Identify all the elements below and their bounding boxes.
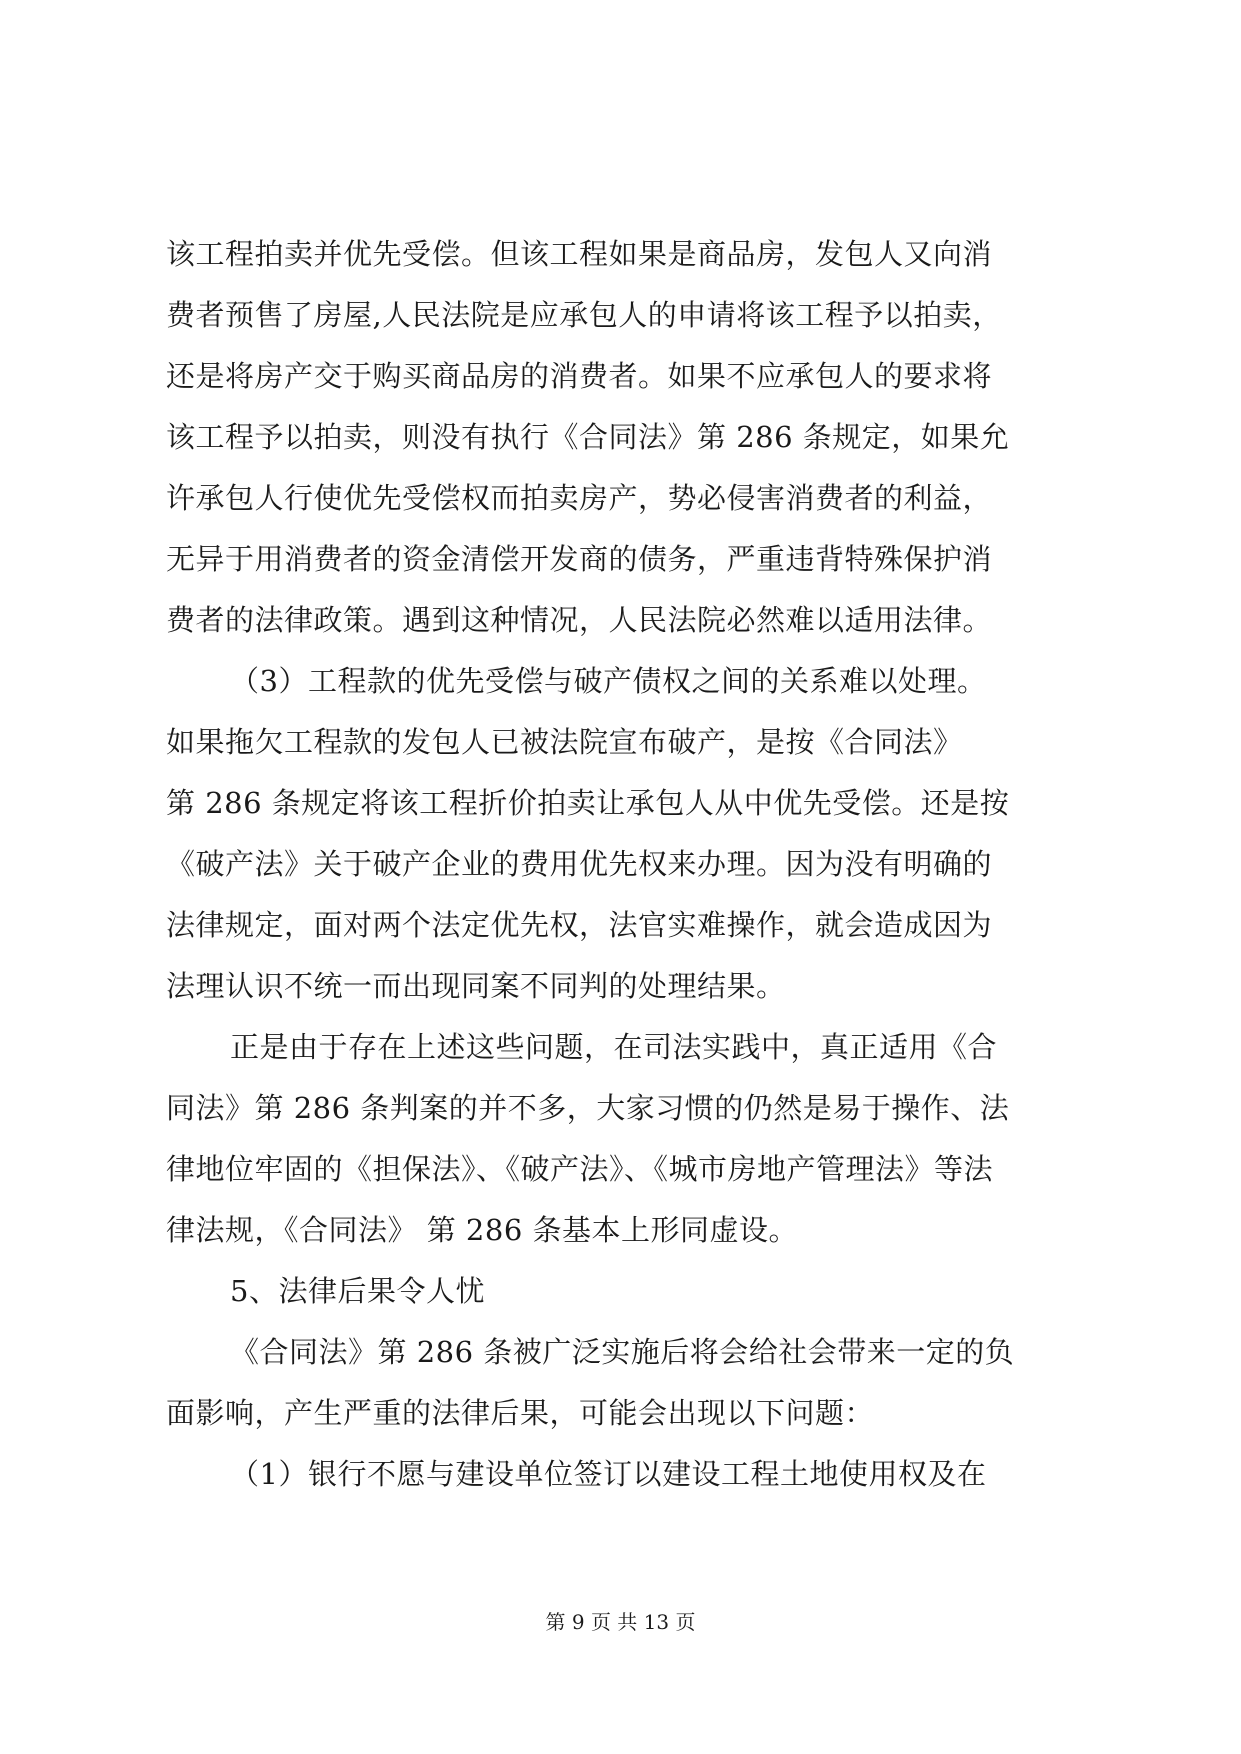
document-body [166,224,1086,1505]
text-line: 法理认识不统一而出现同案不同判的处理结果。 [166,969,786,1003]
text-line: 律地位牢固的《担保法》、《破产法》、《城市房地产管理法》等法 [166,1152,994,1186]
text-line: 同法》第 286 条判案的并不多，大家习惯的仍然是易于操作、法 [166,1091,1010,1125]
text-line: 无异于用消费者的资金清偿开发商的债务，严重违背特殊保护消 [166,542,993,576]
text-line: 该工程拍卖并优先受偿。但该工程如果是商品房，发包人又向消 [166,237,993,271]
text-line: 如果拖欠工程款的发包人已被法院宣布破产，是按《合同法》 [166,725,963,759]
section-heading: 5、法律后果令人忧 [230,1274,485,1308]
paragraph-start-line: （3）工程款的优先受偿与破产债权之间的关系难以处理。 [230,664,987,698]
text-line: 该工程予以拍卖，则没有执行《合同法》第 286 条规定，如果允 [166,420,1010,454]
paragraph-start-line: 《合同法》第 286 条被广泛实施后将会给社会带来一定的负 [230,1335,1015,1369]
paragraph-start-line: （1）银行不愿与建设单位签订以建设工程土地使用权及在 [230,1457,987,1491]
text-line: 还是将房产交于购买商品房的消费者。如果不应承包人的要求将 [166,359,993,393]
text-line: 法律规定，面对两个法定优先权，法官实难操作，就会造成因为 [166,908,993,942]
text-line: 《破产法》关于破产企业的费用优先权来办理。因为没有明确的 [166,847,993,881]
text-line: 律法规，《合同法》 第 286 条基本上形同虚设。 [166,1213,799,1247]
text-line: 第 286 条规定将该工程折价拍卖让承包人从中优先受偿。还是按 [166,786,1010,820]
text-line: 费者预售了房屋,人民法院是应承包人的申请将该工程予以拍卖， [166,298,1002,332]
text-line: 许承包人行使优先受偿权而拍卖房产，势必侵害消费者的利益， [166,481,993,515]
text-line: 面影响，产生严重的法律后果，可能会出现以下问题： [166,1396,875,1430]
text-line: 费者的法律政策。遇到这种情况，人民法院必然难以适用法律。 [166,603,993,637]
page-number-footer: 第 9 页 共 13 页 [545,1610,696,1634]
paragraph-start-line: 正是由于存在上述这些问题，在司法实践中，真正适用《合 [230,1030,998,1064]
